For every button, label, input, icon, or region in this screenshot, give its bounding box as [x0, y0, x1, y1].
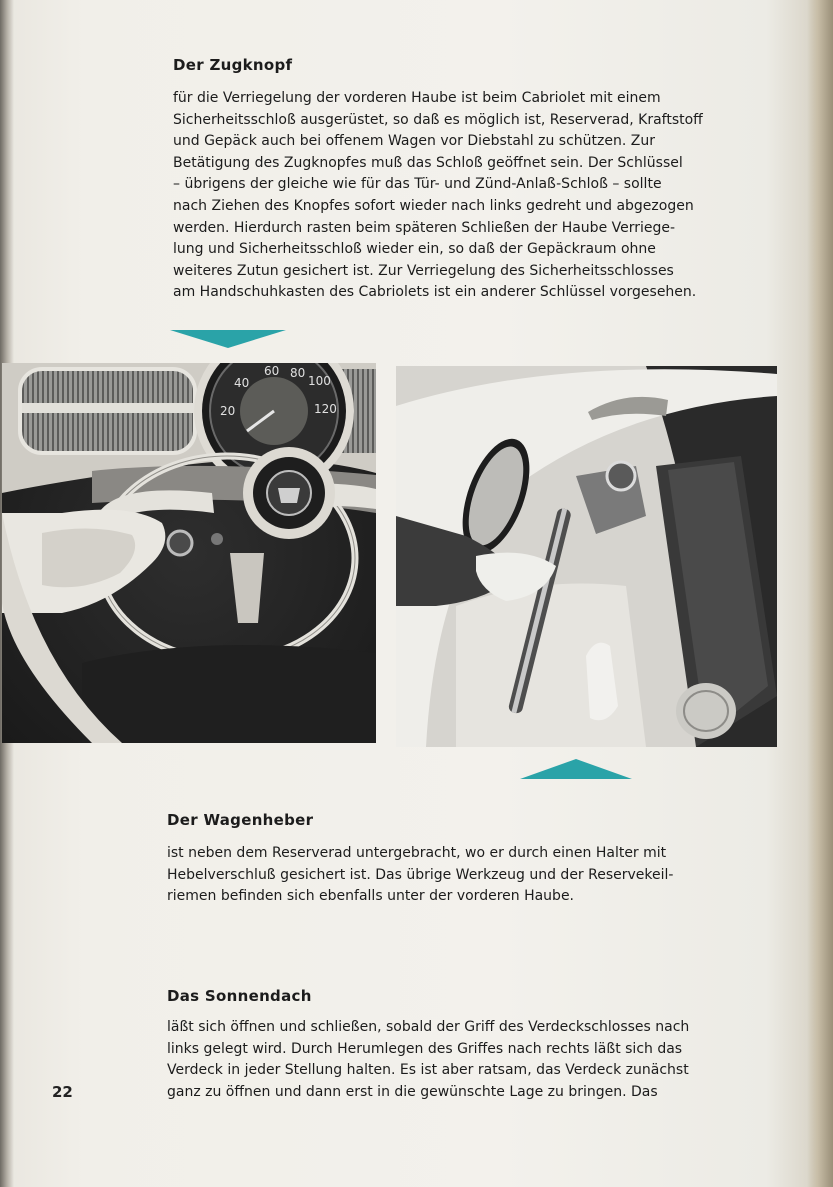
paragraph-zugknopf: [173, 88, 780, 304]
arrow-up-icon: [520, 759, 632, 779]
photo-dashboard: [2, 363, 376, 743]
paragraph-sonnendach: [167, 1017, 775, 1103]
text-line: werden. Hierdurch rasten beim späteren Schließen der Haube Verriege-: [173, 219, 676, 236]
text-line: weiteres Zutun gesichert ist. Zur Verriegelung des Sicherheitsschlosses: [173, 262, 674, 279]
text-line: für die Verriegelung der vorderen Haube ist beim Cabriolet mit einem: [173, 90, 661, 106]
text-line: riemen befinden sich ebenfalls unter der vorderen Haube.: [167, 888, 575, 905]
photo-jack-compartment: [396, 366, 777, 747]
paragraph-wagenheber: [167, 843, 777, 908]
heading-zugknopf: Der Zugknopf: [173, 56, 293, 74]
heading-wagenheber: Der Wagenheber: [167, 811, 314, 829]
text-line: lung und Sicherheitsschloß wieder ein, so daß der Gepäckraum ohne: [173, 241, 656, 258]
text-line: läßt sich öffnen und schließen, sobald der Griff des Verdeckschlosses nach: [167, 1019, 690, 1035]
gauge-number: 40: [234, 376, 250, 390]
text-line: und Gepäck auch bei offenem Wagen vor Diebstahl zu schützen. Zur: [173, 133, 655, 150]
page-number: 22: [52, 1083, 73, 1101]
gauge-number: 100: [308, 374, 331, 388]
text-line: Hebelverschluß gesichert ist. Das übrige Werkzeug und der Reservekeil-: [167, 866, 674, 883]
gauge-number: 20: [220, 404, 236, 418]
dashboard-illustration: [2, 363, 376, 743]
heading-sonnendach: Das Sonnendach: [167, 987, 312, 1005]
gauge-number: 80: [290, 366, 306, 380]
arrow-down-icon: [170, 330, 286, 348]
text-line: ist neben dem Reserverad untergebracht, wo er durch einen Halter mit: [167, 845, 667, 861]
text-line: Betätigung des Zugknopfes muß das Schloß geöffnet sein. Der Schlüssel: [173, 154, 683, 171]
jack-illustration: [396, 366, 777, 747]
text-line: nach Ziehen des Knopfes sofort wieder nach links gedreht und abgezogen: [173, 197, 694, 214]
text-line: am Handschuhkasten des Cabriolets ist ein anderer Schlüssel vorgesehen.: [173, 284, 697, 301]
gauge-number: 120: [314, 402, 337, 416]
text-line: Verdeck in jeder Stellung halten. Es ist aber ratsam, das Verdeck zunächst: [167, 1062, 689, 1079]
text-line: – übrigens der gleiche wie für das Tür- und Zünd-Anlaß-Schloß – sollte: [173, 176, 662, 193]
page-edge: [807, 0, 833, 1187]
gauge-number: 60: [264, 364, 280, 378]
text-line: ganz zu öffnen und dann erst in die gewünschte Lage zu bringen. Das: [167, 1083, 658, 1100]
text-line: Sicherheitsschloß ausgerüstet, so daß es möglich ist, Reserverad, Kraftstoff: [173, 111, 703, 128]
text-line: links gelegt wird. Durch Herumlegen des Griffes nach rechts läßt sich das: [167, 1040, 683, 1057]
